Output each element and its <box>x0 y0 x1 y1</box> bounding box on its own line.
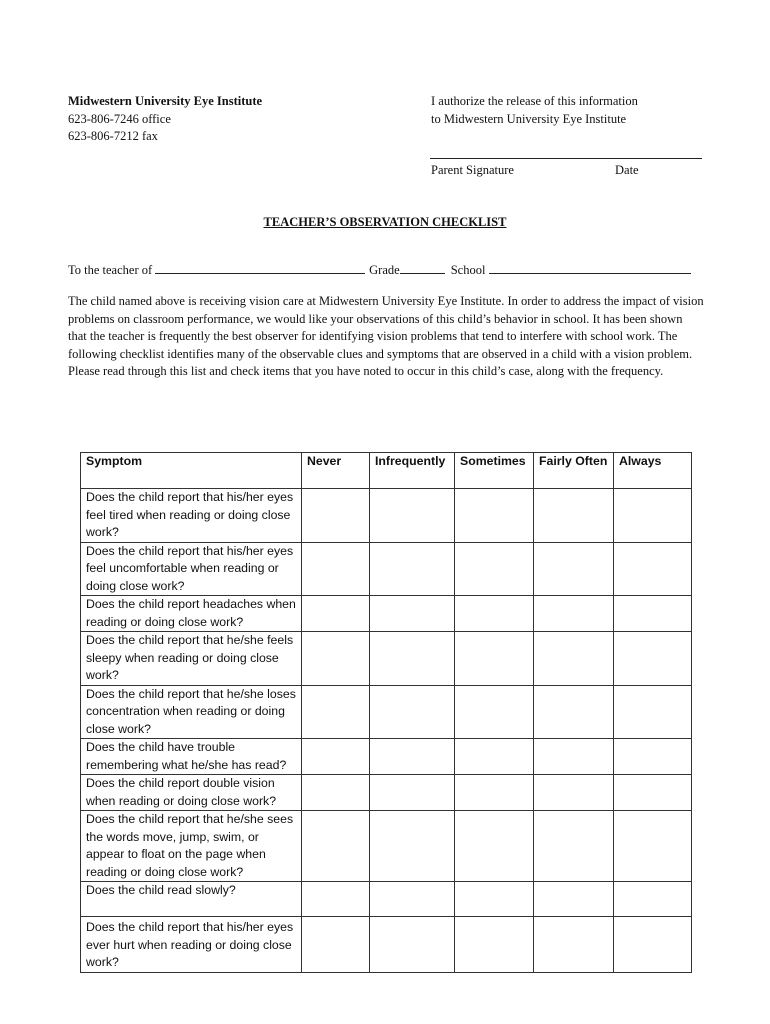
school-label: School <box>450 263 486 277</box>
fairly-often-cell[interactable] <box>534 917 614 973</box>
infrequently-cell[interactable] <box>370 632 455 686</box>
grade-field[interactable] <box>400 263 445 274</box>
always-cell[interactable] <box>614 917 692 973</box>
parent-signature-label: Parent Signature <box>431 163 514 177</box>
fairly-often-cell[interactable] <box>534 632 614 686</box>
infrequently-cell[interactable] <box>370 917 455 973</box>
fairly-often-cell[interactable] <box>534 811 614 882</box>
column-header-never: Never <box>302 453 370 489</box>
symptom-cell: Does the child report double vision when reading or doing close work? <box>81 775 302 811</box>
table-row <box>81 882 692 917</box>
authorization-statement <box>431 93 638 128</box>
institute-name: Midwestern University Eye Institute <box>68 94 263 108</box>
symptom-cell: Does the child read slowly? <box>81 882 302 917</box>
always-cell[interactable] <box>614 739 692 775</box>
always-cell[interactable] <box>614 811 692 882</box>
fax-number: 623-806-7212 fax <box>68 129 158 143</box>
table-row <box>81 685 692 739</box>
table-header-row <box>81 453 692 489</box>
page-title: TEACHER’S OBSERVATION CHECKLIST <box>263 215 507 229</box>
never-cell[interactable] <box>302 882 370 917</box>
sometimes-cell[interactable] <box>455 775 534 811</box>
symptom-cell: Does the child report headaches when reading or doing close work? <box>81 596 302 632</box>
sometimes-cell[interactable] <box>455 685 534 739</box>
sometimes-cell[interactable] <box>455 632 534 686</box>
symptom-cell: Does the child report that he/she sees the words move, jump, swim, or appear to float on the page when reading or doing close work? <box>81 811 302 882</box>
never-cell[interactable] <box>302 917 370 973</box>
column-header-symptom: Symptom <box>81 453 302 489</box>
table-row <box>81 917 692 973</box>
symptom-cell: Does the child have trouble remembering what he/she has read? <box>81 739 302 775</box>
symptom-cell: Does the child report that he/she feels sleepy when reading or doing close work? <box>81 632 302 686</box>
table-row <box>81 489 692 543</box>
fairly-often-cell[interactable] <box>534 775 614 811</box>
always-cell[interactable] <box>614 685 692 739</box>
table-row <box>81 811 692 882</box>
fairly-often-cell[interactable] <box>534 882 614 917</box>
fairly-often-cell[interactable] <box>534 739 614 775</box>
teacher-info-row <box>68 263 700 278</box>
fairly-often-cell[interactable] <box>534 489 614 543</box>
teacher-of-label: To the teacher of <box>68 263 153 277</box>
date-label: Date <box>615 163 639 177</box>
symptom-cell: Does the child report that he/she loses concentration when reading or doing close work? <box>81 685 302 739</box>
signature-line[interactable] <box>430 158 702 159</box>
sometimes-cell[interactable] <box>455 882 534 917</box>
never-cell[interactable] <box>302 811 370 882</box>
fairly-often-cell[interactable] <box>534 685 614 739</box>
symptom-cell: Does the child report that his/her eyes feel uncomfortable when reading or doing close work? <box>81 542 302 596</box>
fairly-often-cell[interactable] <box>534 596 614 632</box>
always-cell[interactable] <box>614 596 692 632</box>
always-cell[interactable] <box>614 489 692 543</box>
sometimes-cell[interactable] <box>455 489 534 543</box>
teacher-of-field[interactable] <box>155 263 365 274</box>
sometimes-cell[interactable] <box>455 739 534 775</box>
infrequently-cell[interactable] <box>370 739 455 775</box>
sometimes-cell[interactable] <box>455 811 534 882</box>
sometimes-cell[interactable] <box>455 542 534 596</box>
never-cell[interactable] <box>302 596 370 632</box>
sometimes-cell[interactable] <box>455 596 534 632</box>
authorization-line-2: to Midwestern University Eye Institute <box>431 111 627 126</box>
infrequently-cell[interactable] <box>370 489 455 543</box>
intro-paragraph: The child named above is receiving vision care at Midwestern University Eye Institute. In order to address the impact of vision problems on classroom performance, we would like your observations of this child’s behavior in school. It has been shown that the teacher is frequently the best observer for identifying vision problems that tend to interfere with school work. The following checklist identifies many of the observable clues and symptoms that are observed in a child with a vision problem. Please read through this list and check items that you have noted to occur in this child’s case, along with the frequency. <box>68 294 704 379</box>
always-cell[interactable] <box>614 882 692 917</box>
never-cell[interactable] <box>302 739 370 775</box>
always-cell[interactable] <box>614 632 692 686</box>
never-cell[interactable] <box>302 632 370 686</box>
sometimes-cell[interactable] <box>455 917 534 973</box>
office-phone: 623-806-7246 office <box>68 111 171 126</box>
never-cell[interactable] <box>302 685 370 739</box>
never-cell[interactable] <box>302 775 370 811</box>
table-row <box>81 739 692 775</box>
infrequently-cell[interactable] <box>370 596 455 632</box>
never-cell[interactable] <box>302 542 370 596</box>
column-header-sometimes: Sometimes <box>455 453 534 489</box>
symptom-cell: Does the child report that his/her eyes ever hurt when reading or doing close work? <box>81 917 302 973</box>
table-row <box>81 632 692 686</box>
observation-checklist-table <box>80 452 692 973</box>
institute-contact <box>68 93 262 146</box>
column-header-always: Always <box>614 453 692 489</box>
grade-label: Grade <box>369 263 400 277</box>
infrequently-cell[interactable] <box>370 542 455 596</box>
table-row <box>81 775 692 811</box>
school-field[interactable] <box>489 263 691 274</box>
authorization-line-1: I authorize the release of this information <box>431 94 638 108</box>
table-row <box>81 596 692 632</box>
never-cell[interactable] <box>302 489 370 543</box>
always-cell[interactable] <box>614 542 692 596</box>
table-row <box>81 542 692 596</box>
infrequently-cell[interactable] <box>370 811 455 882</box>
infrequently-cell[interactable] <box>370 775 455 811</box>
fairly-often-cell[interactable] <box>534 542 614 596</box>
symptom-cell: Does the child report that his/her eyes feel tired when reading or doing close work? <box>81 489 302 543</box>
column-header-infrequently: Infrequently <box>370 453 455 489</box>
infrequently-cell[interactable] <box>370 882 455 917</box>
infrequently-cell[interactable] <box>370 685 455 739</box>
column-header-fairly-often: Fairly Often <box>534 453 614 489</box>
always-cell[interactable] <box>614 775 692 811</box>
